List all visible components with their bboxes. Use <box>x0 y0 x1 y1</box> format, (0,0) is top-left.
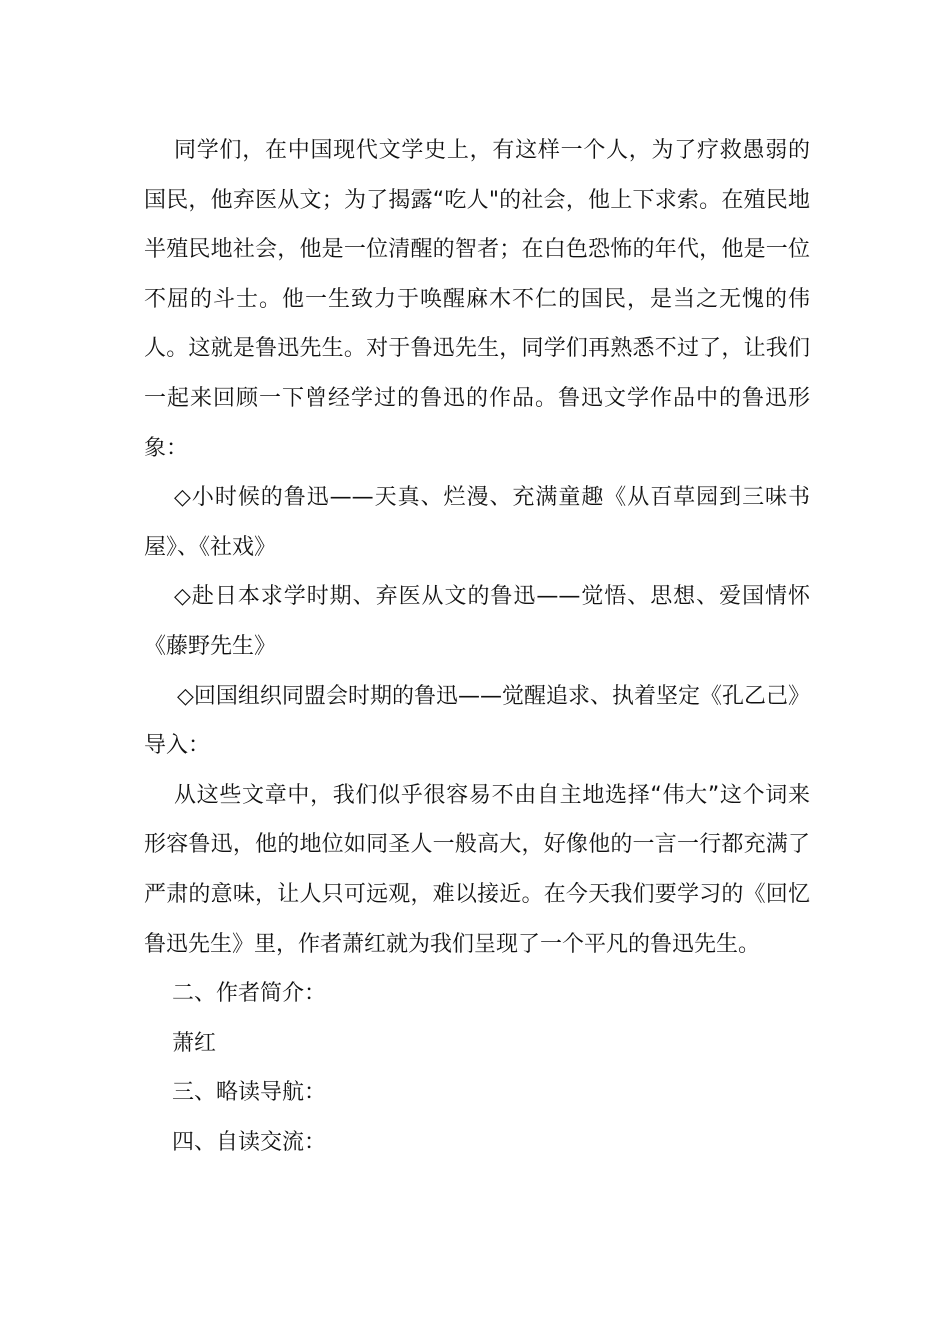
japan-works-item: ◇赴日本求学时期、弃医从文的鲁迅——觉悟、思想、爱国情怀《藤野先生》 <box>144 584 810 659</box>
section-heading-self-reading: 四、自读交流： <box>172 1129 327 1155</box>
section-heading-author-intro: 二、作者简介： <box>172 981 327 1007</box>
lead-in-paragraph: 从这些文章中，我们似乎很容易不由自主地选择“伟大”这个词来形容鲁迅，他的地位如同圣人一般高大，好像他的一言一行都充满了严肃的意味，让人只可远观，难以接近。在今天我们要学习的《回忆鲁迅先生》里，作者萧红就为我们呈现了一个平凡的鲁迅先生。 <box>144 782 810 957</box>
childhood-works-item: ◇小时候的鲁迅——天真、烂漫、充满童趣《从百草园到三味书屋》、《社戏》 <box>144 485 810 560</box>
document-body <box>144 126 810 1167</box>
intro-paragraph: 同学们，在中国现代文学史上，有这样一个人，为了疗救愚弱的国民，他弃医从文；为了揭露“吃人"的社会，他上下求索。在殖民地半殖民地社会，他是一位清醒的智者；在白色恐怖的年代，他是一位不屈的斗士。他一生致力于唤醒麻木不仁的国民，是当之无愧的伟人。这就是鲁迅先生。对于鲁迅先生，同学们再熟悉不过了，让我们一起来回顾一下曾经学过的鲁迅的作品。鲁迅文学作品中的鲁迅形象： <box>144 138 810 461</box>
section-heading-skim-guide: 三、略读导航： <box>172 1080 327 1106</box>
return-works-item: ◇回国组织同盟会时期的鲁迅——觉醒追求、执着坚定《孔乙己》导入： <box>144 683 810 759</box>
author-name: 萧红 <box>172 1030 217 1056</box>
